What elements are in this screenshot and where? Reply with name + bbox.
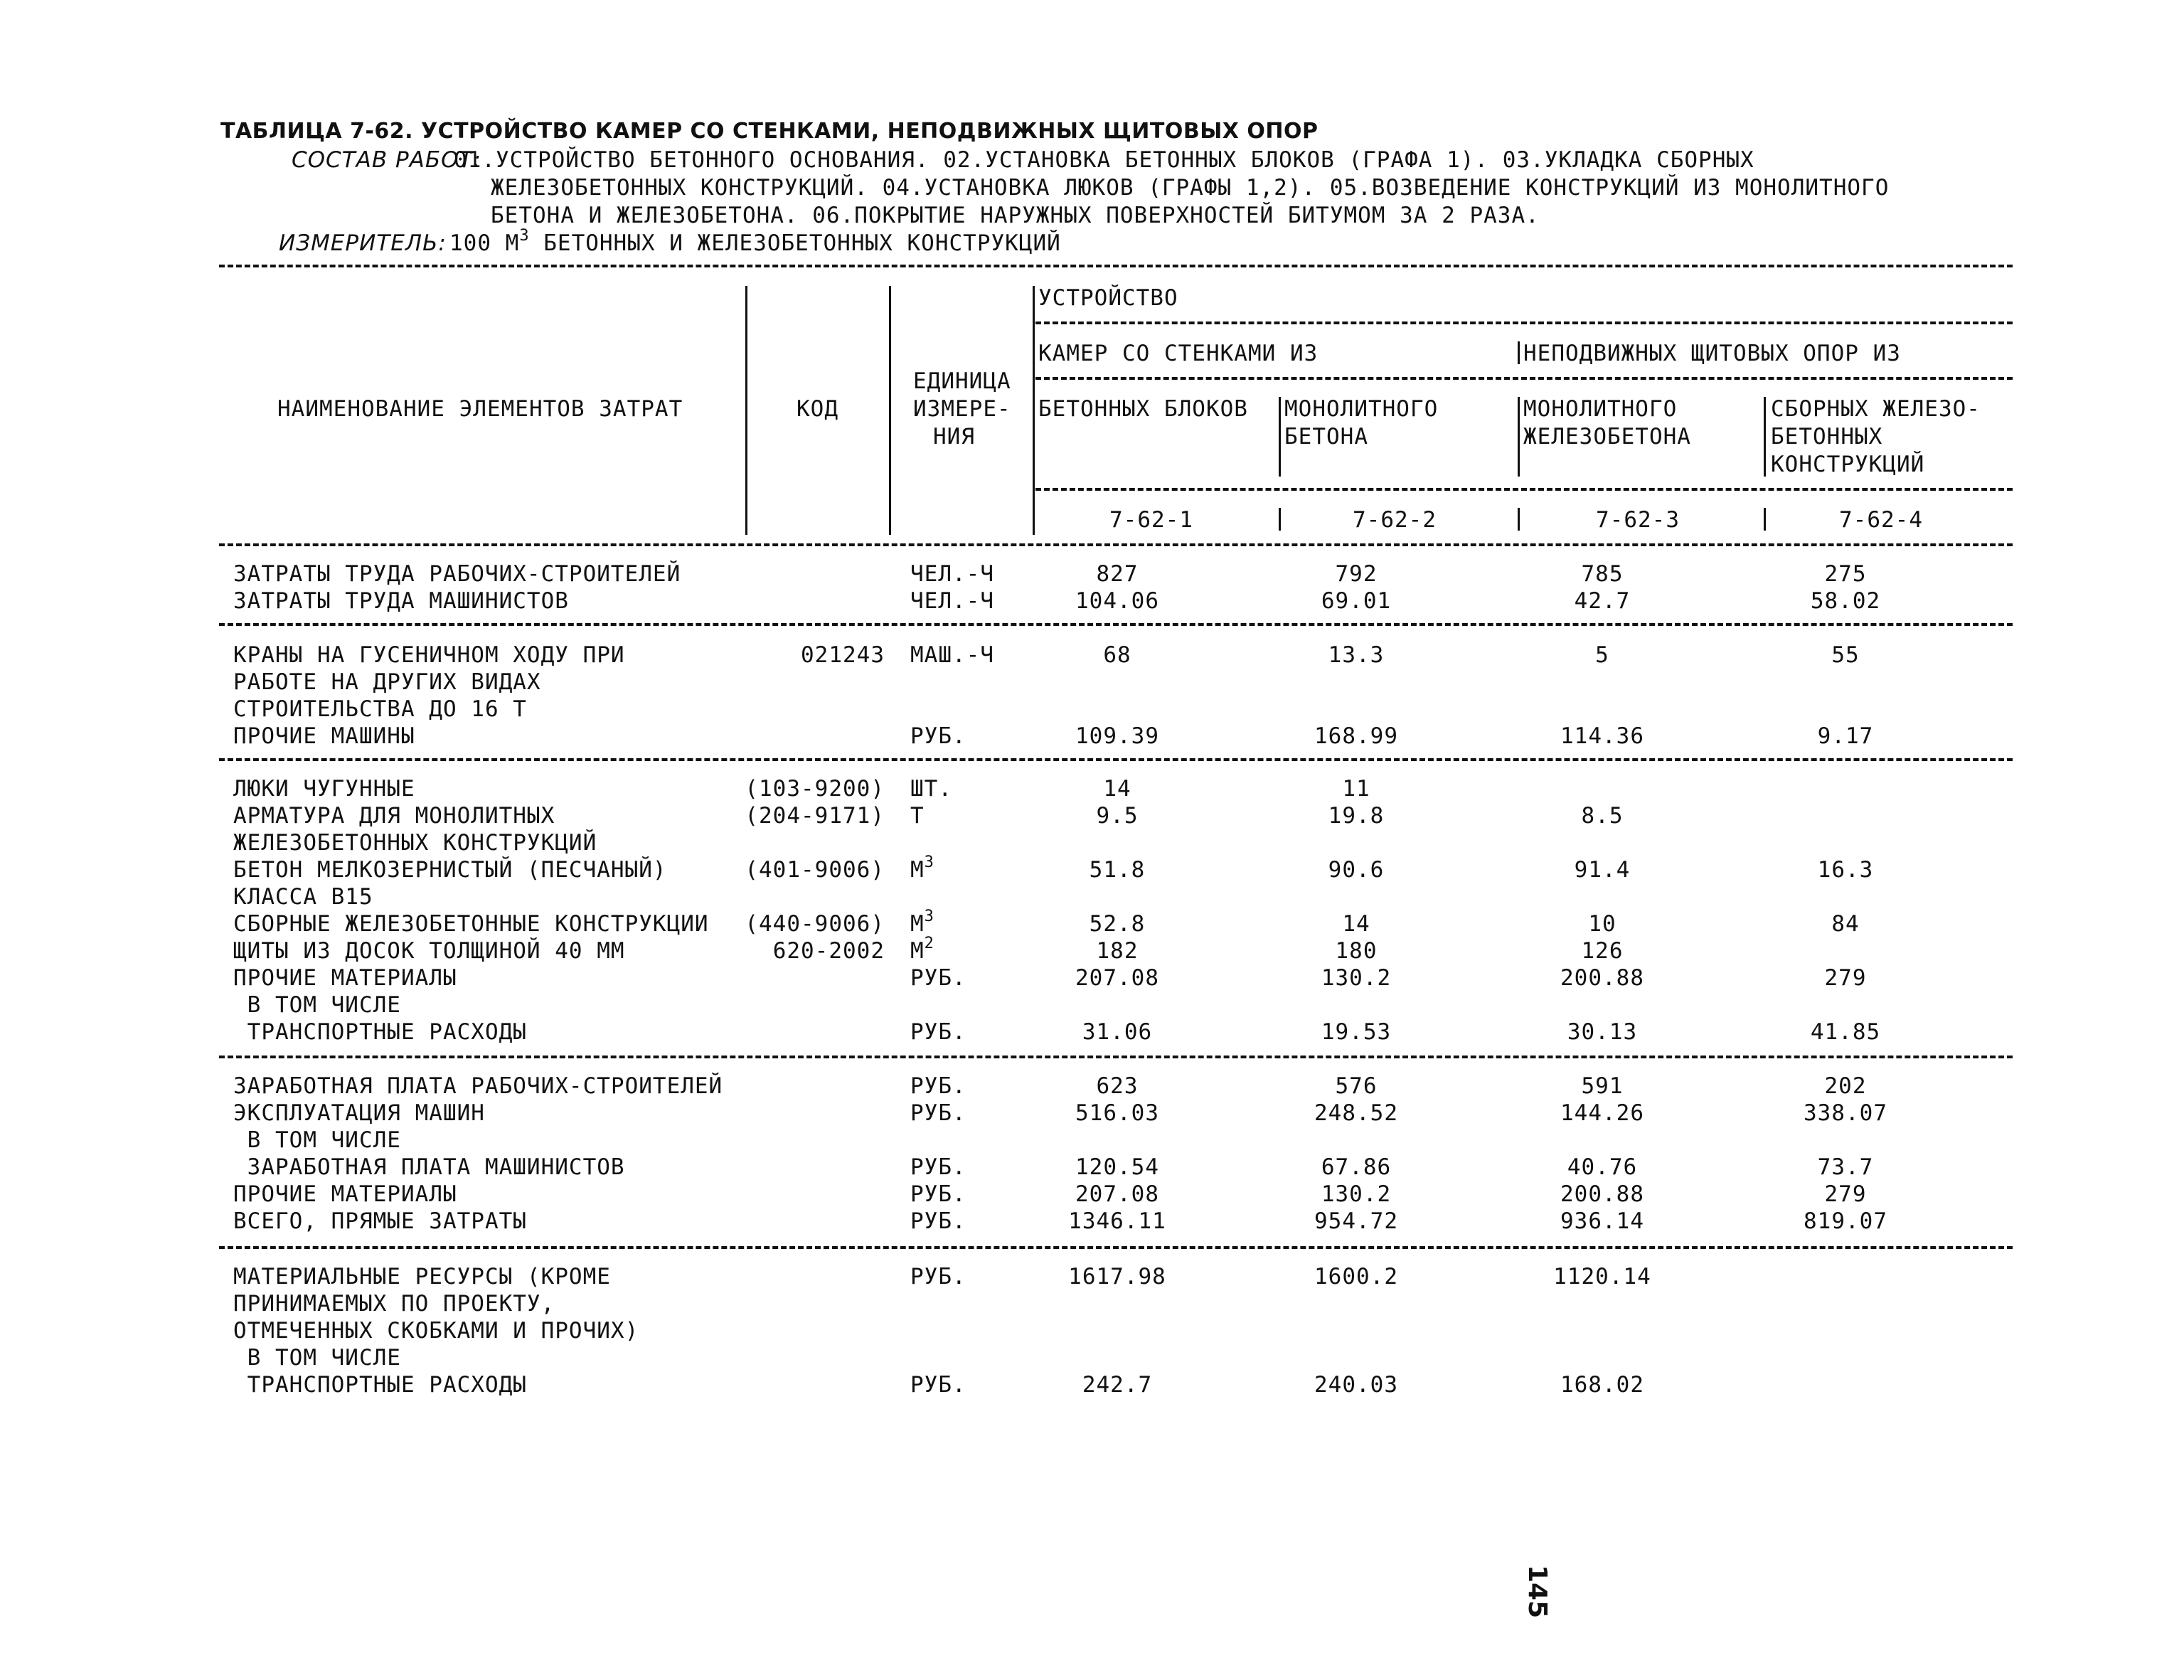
composition-line: 01.УСТРОЙСТВО БЕТОННОГО ОСНОВАНИЯ. 02.УСТАНОВКА БЕТОННЫХ БЛОКОВ (ГРАФА 1). 03.УКЛАДКА СБОРНЫХ bbox=[454, 147, 1754, 173]
row-name: РАБОТЕ НА ДРУГИХ ВИДАХ bbox=[233, 669, 541, 695]
rule-section bbox=[219, 1056, 2013, 1058]
row-unit: РУБ. bbox=[910, 1019, 966, 1045]
row-value-col3: 200.88 bbox=[1560, 1181, 1644, 1207]
row-unit: РУБ. bbox=[910, 965, 966, 991]
row-unit: РУБ. bbox=[910, 723, 966, 749]
header-unit: ИЗМЕРЕ- bbox=[913, 396, 1011, 422]
row-value-col3: 785 bbox=[1581, 561, 1624, 587]
row-name: ЭКСПЛУАТАЦИЯ МАШИН bbox=[233, 1100, 485, 1126]
row-value-col4: 73.7 bbox=[1817, 1154, 1874, 1180]
header-divider bbox=[1764, 508, 1766, 531]
row-value-col3: 30.13 bbox=[1567, 1019, 1638, 1045]
row-value-col4: 819.07 bbox=[1804, 1208, 1887, 1234]
row-code: 620-2002 bbox=[772, 938, 885, 964]
row-value-col4: 279 bbox=[1824, 965, 1867, 991]
row-value-col1: 207.08 bbox=[1075, 1181, 1159, 1207]
row-unit: МАШ.-Ч bbox=[910, 642, 994, 668]
header-group1: КАМЕР СО СТЕНКАМИ ИЗ bbox=[1038, 341, 1319, 366]
row-name: КЛАССА В15 bbox=[233, 884, 373, 910]
row-value-col1: 104.06 bbox=[1075, 588, 1159, 614]
header-divider bbox=[1033, 286, 1035, 535]
row-name: ТРАНСПОРТНЫЕ РАСХОДЫ bbox=[233, 1019, 527, 1045]
table-title: ТАБЛИЦА 7-62. УСТРОЙСТВО КАМЕР СО СТЕНКАМИ, НЕПОДВИЖНЫХ ЩИТОВЫХ ОПОР bbox=[220, 119, 1319, 144]
row-code: (204-9171) bbox=[745, 803, 885, 829]
row-name: АРМАТУРА ДЛЯ МОНОЛИТНЫХ bbox=[233, 803, 555, 829]
row-name: СБОРНЫЕ ЖЕЛЕЗОБЕТОННЫЕ КОНСТРУКЦИИ bbox=[233, 911, 709, 937]
row-value-col1: 207.08 bbox=[1075, 965, 1159, 991]
header-code-col4: 7-62-4 bbox=[1839, 507, 1923, 533]
row-value-col2: 130.2 bbox=[1321, 965, 1392, 991]
row-value-col3: 126 bbox=[1581, 938, 1624, 964]
row-value-col1: 827 bbox=[1096, 561, 1139, 587]
row-name: КРАНЫ НА ГУСЕНИЧНОМ ХОДУ ПРИ bbox=[233, 642, 625, 668]
header-divider bbox=[889, 286, 891, 535]
header-rule bbox=[1035, 488, 2013, 491]
header-col3: ЖЕЛЕЗОБЕТОНА bbox=[1523, 424, 1691, 450]
row-value-col1: 120.54 bbox=[1075, 1154, 1159, 1180]
row-value-col1: 9.5 bbox=[1096, 803, 1139, 829]
row-value-col4: 338.07 bbox=[1804, 1100, 1887, 1126]
row-value-col2: 240.03 bbox=[1314, 1372, 1398, 1398]
row-unit: $М^3$ bbox=[910, 854, 934, 883]
row-value-col2: 90.6 bbox=[1328, 857, 1385, 883]
header-code-col3: 7-62-3 bbox=[1596, 507, 1680, 533]
row-value-col3: 42.7 bbox=[1574, 588, 1631, 614]
row-value-col4: 55 bbox=[1831, 642, 1860, 668]
header-code-col2: 7-62-2 bbox=[1353, 507, 1437, 533]
row-value-col2: 248.52 bbox=[1314, 1100, 1398, 1126]
header-unit: ЕДИНИЦА bbox=[913, 368, 1011, 394]
measure-label: ИЗМЕРИТЕЛЬ: bbox=[279, 230, 447, 256]
header-code: КОД bbox=[797, 396, 838, 422]
row-unit: РУБ. bbox=[910, 1154, 966, 1180]
row-name: ПРОЧИЕ МАТЕРИАЛЫ bbox=[233, 965, 457, 991]
row-code: (440-9006) bbox=[745, 911, 885, 937]
row-value-col3: 10 bbox=[1588, 911, 1616, 937]
row-value-col2: 130.2 bbox=[1321, 1181, 1392, 1207]
row-name: МАТЕРИАЛЬНЫЕ РЕСУРСЫ (КРОМЕ bbox=[233, 1264, 611, 1290]
row-value-col2: 792 bbox=[1335, 561, 1378, 587]
row-value-col1: 1346.11 bbox=[1068, 1208, 1166, 1234]
header-col1: БЕТОННЫХ БЛОКОВ bbox=[1038, 396, 1248, 422]
row-name: ВСЕГО, ПРЯМЫЕ ЗАТРАТЫ bbox=[233, 1208, 527, 1234]
row-value-col4: 9.17 bbox=[1817, 723, 1874, 749]
row-value-col2: 11 bbox=[1342, 776, 1370, 802]
row-name: БЕТОН МЕЛКОЗЕРНИСТЫЙ (ПЕСЧАНЫЙ) bbox=[233, 857, 667, 883]
row-value-col3: 200.88 bbox=[1560, 965, 1644, 991]
row-value-col2: 168.99 bbox=[1314, 723, 1398, 749]
row-name: ПРОЧИЕ МАТЕРИАЛЫ bbox=[233, 1181, 457, 1207]
row-name: В ТОМ ЧИСЛЕ bbox=[233, 1127, 401, 1153]
row-value-col2: 14 bbox=[1342, 911, 1370, 937]
row-code: (103-9200) bbox=[745, 776, 885, 802]
composition-line: БЕТОНА И ЖЕЛЕЗОБЕТОНА. 06.ПОКРЫТИЕ НАРУЖНЫХ ПОВЕРХНОСТЕЙ БИТУМОМ ЗА 2 РАЗА. bbox=[491, 203, 1540, 228]
header-rule bbox=[1035, 321, 2013, 324]
row-value-col4: 58.02 bbox=[1810, 588, 1881, 614]
header-divider bbox=[1518, 508, 1520, 531]
header-col4: СБОРНЫХ ЖЕЛЕЗО- bbox=[1771, 396, 1981, 422]
page-number: 145 bbox=[1523, 1565, 1552, 1619]
header-divider bbox=[1764, 397, 1766, 477]
row-value-col3: 144.26 bbox=[1560, 1100, 1644, 1126]
row-value-col3: 91.4 bbox=[1574, 857, 1631, 883]
row-value-col2: 13.3 bbox=[1328, 642, 1385, 668]
row-unit: РУБ. bbox=[910, 1181, 966, 1207]
row-value-col1: 52.8 bbox=[1089, 911, 1146, 937]
row-name: ЗАРАБОТНАЯ ПЛАТА МАШИНИСТОВ bbox=[233, 1154, 625, 1180]
header-divider bbox=[745, 286, 747, 535]
rule-top bbox=[219, 265, 2013, 267]
rule-section bbox=[219, 543, 2013, 546]
row-value-col4: 84 bbox=[1831, 911, 1860, 937]
row-value-col2: 67.86 bbox=[1321, 1154, 1392, 1180]
row-name: ЩИТЫ ИЗ ДОСОК ТОЛЩИНОЙ 40 ММ bbox=[233, 938, 625, 964]
row-value-col3: 114.36 bbox=[1560, 723, 1644, 749]
row-value-col3: 5 bbox=[1595, 642, 1609, 668]
row-unit: ЧЕЛ.-Ч bbox=[910, 588, 994, 614]
row-value-col4: 41.85 bbox=[1810, 1019, 1881, 1045]
header-col4: БЕТОННЫХ bbox=[1771, 424, 1883, 450]
row-value-col1: 68 bbox=[1103, 642, 1131, 668]
row-value-col1: 14 bbox=[1103, 776, 1131, 802]
row-value-col1: 1617.98 bbox=[1068, 1264, 1166, 1290]
row-value-col1: 182 bbox=[1096, 938, 1139, 964]
header-ustroystvo: УСТРОЙСТВО bbox=[1038, 285, 1178, 311]
unit-exponent: 2 bbox=[924, 935, 934, 952]
row-name: ТРАНСПОРТНЫЕ РАСХОДЫ bbox=[233, 1372, 527, 1398]
unit-exponent: 3 bbox=[924, 908, 934, 925]
header-col4: КОНСТРУКЦИЙ bbox=[1771, 452, 1925, 477]
row-value-col4: 275 bbox=[1824, 561, 1867, 587]
composition-label: СОСТАВ РАБОТ: bbox=[292, 147, 481, 173]
rule-section bbox=[219, 1246, 2013, 1249]
row-unit: РУБ. bbox=[910, 1100, 966, 1126]
row-unit: РУБ. bbox=[910, 1208, 966, 1234]
row-name: ЗАТРАТЫ ТРУДА РАБОЧИХ-СТРОИТЕЛЕЙ bbox=[233, 561, 681, 587]
row-code: 021243 bbox=[801, 642, 885, 668]
row-value-col3: 168.02 bbox=[1560, 1372, 1644, 1398]
header-divider bbox=[1279, 508, 1281, 531]
header-col2: БЕТОНА bbox=[1284, 424, 1368, 450]
row-value-col1: 623 bbox=[1096, 1073, 1139, 1099]
measure-text: 100 $М^3$ БЕТОННЫХ И ЖЕЛЕЗОБЕТОННЫХ КОНСТРУКЦИЙ bbox=[449, 227, 1061, 256]
row-unit: ЧЕЛ.-Ч bbox=[910, 561, 994, 587]
header-unit: НИЯ bbox=[933, 424, 975, 450]
row-value-col4: 202 bbox=[1824, 1073, 1867, 1099]
row-code: (401-9006) bbox=[745, 857, 885, 883]
row-value-col1: 31.06 bbox=[1082, 1019, 1153, 1045]
row-unit: РУБ. bbox=[910, 1264, 966, 1290]
row-value-col2: 954.72 bbox=[1314, 1208, 1398, 1234]
row-name: В ТОМ ЧИСЛЕ bbox=[233, 1345, 401, 1371]
row-value-col1: 242.7 bbox=[1082, 1372, 1153, 1398]
row-name: СТРОИТЕЛЬСТВА ДО 16 Т bbox=[233, 696, 527, 722]
row-unit: $М^3$ bbox=[910, 908, 934, 937]
header-divider bbox=[1279, 397, 1281, 477]
header-col3: МОНОЛИТНОГО bbox=[1523, 396, 1678, 422]
header-name: НАИМЕНОВАНИЕ ЭЛЕМЕНТОВ ЗАТРАТ bbox=[277, 396, 683, 422]
row-value-col3: 591 bbox=[1581, 1073, 1624, 1099]
row-name: ПРОЧИЕ МАШИНЫ bbox=[233, 723, 415, 749]
row-value-col3: 8.5 bbox=[1581, 803, 1624, 829]
unit-exponent: 3 bbox=[924, 854, 934, 871]
row-value-col2: 180 bbox=[1335, 938, 1378, 964]
row-value-col4: 279 bbox=[1824, 1181, 1867, 1207]
header-group2: НЕПОДВИЖНЫХ ЩИТОВЫХ ОПОР ИЗ bbox=[1523, 341, 1901, 366]
row-name: ПРИНИМАЕМЫХ ПО ПРОЕКТУ, bbox=[233, 1291, 555, 1317]
row-value-col1: 51.8 bbox=[1089, 857, 1146, 883]
row-value-col4: 16.3 bbox=[1817, 857, 1874, 883]
row-value-col1: 516.03 bbox=[1075, 1100, 1159, 1126]
row-value-col3: 1120.14 bbox=[1553, 1264, 1651, 1290]
row-value-col3: 936.14 bbox=[1560, 1208, 1644, 1234]
row-unit: РУБ. bbox=[910, 1073, 966, 1099]
row-name: ЖЕЛЕЗОБЕТОННЫХ КОНСТРУКЦИЙ bbox=[233, 830, 597, 856]
header-divider bbox=[1518, 397, 1520, 477]
row-name: В ТОМ ЧИСЛЕ bbox=[233, 992, 401, 1018]
header-divider bbox=[1518, 341, 1520, 364]
row-value-col2: 69.01 bbox=[1321, 588, 1392, 614]
row-name: ЗАРАБОТНАЯ ПЛАТА РАБОЧИХ-СТРОИТЕЛЕЙ bbox=[233, 1073, 723, 1099]
rule-section bbox=[219, 758, 2013, 761]
header-code-col1: 7-62-1 bbox=[1109, 507, 1193, 533]
header-rule bbox=[1035, 377, 2013, 380]
row-value-col3: 40.76 bbox=[1567, 1154, 1638, 1180]
header-col2: МОНОЛИТНОГО bbox=[1284, 396, 1439, 422]
row-value-col2: 19.8 bbox=[1328, 803, 1385, 829]
row-name: ЛЮКИ ЧУГУННЫЕ bbox=[233, 776, 415, 802]
row-unit: ШТ. bbox=[910, 776, 952, 802]
row-value-col2: 1600.2 bbox=[1314, 1264, 1398, 1290]
row-unit: $М^2$ bbox=[910, 935, 934, 964]
row-value-col1: 109.39 bbox=[1075, 723, 1159, 749]
row-value-col2: 19.53 bbox=[1321, 1019, 1392, 1045]
row-unit: Т bbox=[910, 803, 925, 829]
row-value-col2: 576 bbox=[1335, 1073, 1378, 1099]
row-unit: РУБ. bbox=[910, 1372, 966, 1398]
row-name: ОТМЕЧЕННЫХ СКОБКАМИ И ПРОЧИХ) bbox=[233, 1318, 639, 1344]
composition-line: ЖЕЛЕЗОБЕТОННЫХ КОНСТРУКЦИЙ. 04.УСТАНОВКА ЛЮКОВ (ГРАФЫ 1,2). 05.ВОЗВЕДЕНИЕ КОНСТРУКЦИЙ ИЗ МОНОЛИТНОГО bbox=[491, 175, 1890, 201]
row-name: ЗАТРАТЫ ТРУДА МАШИНИСТОВ bbox=[233, 588, 569, 614]
rule-section bbox=[219, 623, 2013, 626]
